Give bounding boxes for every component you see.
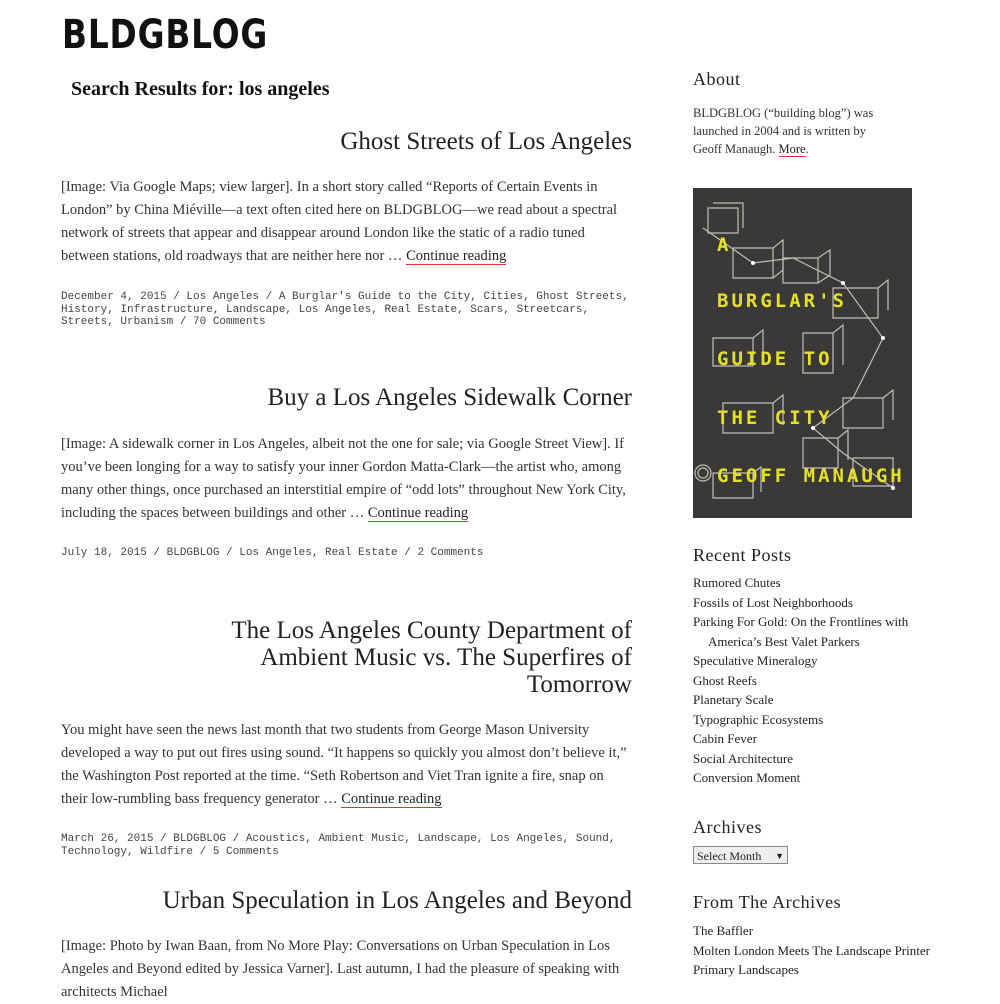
continue-reading-link[interactable]: Continue reading <box>341 791 442 807</box>
post-title[interactable]: Buy a Los Angeles Sidewalk Corner <box>267 384 632 411</box>
recent-posts-heading: Recent Posts <box>693 545 792 565</box>
recent-post-link[interactable]: Typographic Ecosystems <box>693 711 824 727</box>
continue-reading-link[interactable]: Continue reading <box>367 505 469 521</box>
book-title-line: THE CITY <box>717 407 833 429</box>
about-tail: . <box>805 142 809 156</box>
recent-post-link[interactable]: Social Architecture <box>693 750 793 766</box>
book-title-line: GUIDE TO <box>717 348 833 370</box>
site-logo[interactable]: BLDGBLOG <box>62 12 269 58</box>
search-results-heading: Search Results for: los angeles <box>71 78 330 100</box>
archives-heading: Archives <box>693 817 762 837</box>
from-archives-heading: From The Archives <box>693 892 842 912</box>
recent-post-link[interactable]: Rumored Chutes <box>693 575 781 590</box>
from-archives-list <box>693 921 953 980</box>
about-more-link[interactable]: More <box>778 142 806 156</box>
archives-month-select[interactable] <box>693 846 788 864</box>
post-excerpt: [Image: Photo by Iwan Baan, from No More Play: Conversations on Urban Speculation in Los Angeles and Beyond edited by Jessica Varner]. Last autumn, I had the pleasure of speaking with architects Michael <box>61 938 620 1000</box>
select-value: Select Month <box>697 849 762 863</box>
book-cover-image[interactable] <box>693 188 912 518</box>
archive-post-link[interactable]: Primary Landscapes <box>693 962 799 977</box>
archive-post-link[interactable]: Molten London Meets The Landscape Printer <box>693 942 930 958</box>
recent-post-link[interactable]: Planetary Scale <box>693 692 774 707</box>
about-heading: About <box>693 69 741 89</box>
excerpt-text: You might have seen the news last month that two students from George Mason University developed a way to put out fires using sound. “It happens so quickly you almost don’t believe it,” the Washington Post reported at the time. “Seth Robertson and Viet Tran ignite a fire, snap on their low-rumbling bass frequency generator … <box>61 722 627 807</box>
recent-post-link[interactable]: Ghost Reefs <box>693 672 757 688</box>
post-excerpt <box>61 433 632 525</box>
book-title-line: A <box>717 234 732 256</box>
dropdown-arrow-icon: ▼ <box>775 851 784 861</box>
post-title[interactable]: The Los Angeles County Department of Ambient Music vs. The Superfires of Tomorrow <box>231 617 632 698</box>
recent-post-link[interactable]: Fossils of Lost Neighborhoods <box>693 594 853 610</box>
recent-post-link[interactable]: Parking For Gold: On the Frontlines with America’s Best Valet Parkers <box>693 614 909 649</box>
recent-post-link[interactable]: Cabin Fever <box>693 731 757 746</box>
recent-posts-list <box>693 573 953 788</box>
about-body: BLDGBLOG (“building blog”) was launched in 2004 and is written by Geoff Manaugh. <box>693 106 874 156</box>
book-title-line: BURGLAR'S <box>717 290 847 312</box>
post-excerpt <box>61 719 632 811</box>
post-sidewalk-corner <box>61 384 632 560</box>
recent-post-link[interactable]: Conversion Moment <box>693 770 801 785</box>
about-text <box>693 104 893 158</box>
post-meta[interactable]: March 26, 2015 / BLDGBLOG / Acoustics, Ambient Music, Landscape, Los Angeles, Sound, Technology, Wildfire / 5 Comments <box>61 833 616 858</box>
post-excerpt <box>61 176 632 268</box>
book-author: GEOFF MANAUGH <box>717 465 905 487</box>
post-urban-speculation <box>61 887 632 1004</box>
excerpt-text: [Image: A sidewalk corner in Los Angeles, albeit not the one for sale; via Google Street View]. If you’ve been longing for a way to satisfy your inner Gordon Matta-Clark—the artist who, among many other things, once purchased an interstitial empire of “odd lots” throughout New York City, including the spaces between buildings and other … <box>61 436 626 521</box>
recent-post-link[interactable]: Speculative Mineralogy <box>693 653 818 668</box>
post-ghost-streets <box>61 128 632 329</box>
excerpt-text: [Image: Via Google Maps; view larger]. In a short story called “Reports of Certain Events in London” by China Miéville—a text often cited here on BLDGBLOG—we read about a spectral network of streets that appear and disappear around London like the static of a radio tuned between stations, old roadways that are neither here nor … <box>61 179 618 264</box>
post-meta[interactable]: December 4, 2015 / Los Angeles / A Burglar's Guide to the City, Cities, Ghost Streets, History, Infrastructure, Landscape, Los Angeles, Real Estate, Scars, Streetcars, Streets, Urbanism / 70 Comments <box>61 291 629 328</box>
post-ambient-music <box>61 617 632 858</box>
continue-reading-link[interactable]: Continue reading <box>406 248 507 264</box>
archive-post-link[interactable]: The Baffler <box>693 923 754 938</box>
post-title[interactable]: Urban Speculation in Los Angeles and Beyond <box>162 887 632 914</box>
post-meta[interactable]: July 18, 2015 / BLDGBLOG / Los Angeles, Real Estate / 2 Comments <box>61 547 484 559</box>
post-title[interactable]: Ghost Streets of Los Angeles <box>340 128 632 155</box>
